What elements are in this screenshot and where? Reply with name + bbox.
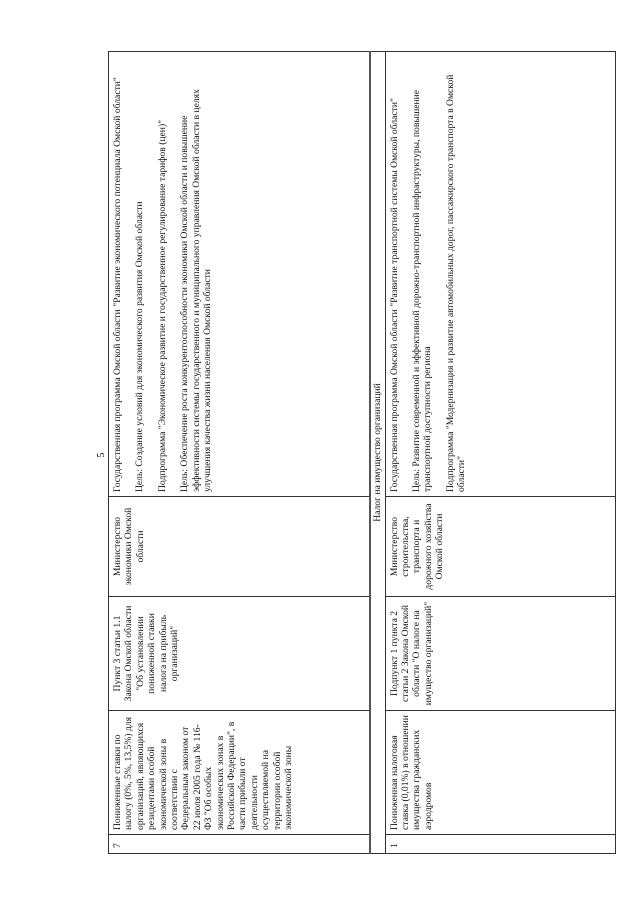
row-number: 1 [385, 835, 615, 854]
legal-basis: Пункт 3 статьи 1.1 Закона Омской области "Об установлении пониженной ставки налога на прибыль организаций" [109, 597, 370, 711]
row-number: 7 [109, 835, 370, 854]
program-cell [109, 52, 370, 497]
program-title: Государственная программа Омской области "Развитие экономического потенциала Омской области" [112, 77, 123, 492]
benefit-name: Пониженная налоговая ставка (0,01%) в отношении имущества гражданских аэродромов [385, 711, 615, 835]
section-row [370, 52, 386, 854]
tax-benefits-table [108, 51, 616, 854]
curator: Министерство экономики Омской области [109, 497, 370, 597]
rotated-table-wrapper [108, 52, 613, 854]
program-goal: Цель: Развитие современной и эффективной дорожно-транспортной инфраструктуры, повышение транспортной доступности региона [410, 90, 434, 492]
table-row [109, 52, 370, 854]
benefit-name: Пониженные ставки по налогу (0%, 5%, 13,5%) для организаций, являющихся резидентами особой экономической зоны в соответствии с Федеральным законом от 22 июля 2005 года № 116-ФЗ "Об особых экономических зонах в Российской Федерации", в части прибыли от деятельности осуществляемой на территории особой экономической зоны [109, 711, 370, 835]
section-title: Налог на имущество организаций [370, 52, 386, 854]
table-row [385, 52, 615, 854]
landscape-page [108, 52, 613, 854]
legal-basis: Подпункт 1 пункта 2 статьи 2 Закона Омской области "О налоге на имущество организаций" [385, 597, 615, 711]
page-number: 5 [96, 452, 107, 458]
program-title: Государственная программа Омской области "Развитие транспортной системы Омской области" [388, 98, 400, 492]
subprogram-goal: Цель: Обеспечение роста конкурентоспособности экономики Омской области и повышение эффективности системы государственного и муниципального управления Омской области в целях улучшения качества жизни населения Омской области [179, 89, 214, 492]
program-cell [385, 52, 615, 497]
subprogram-title: Подпрограмма "Экономическое развитие и государственное регулирование тарифов (цен)" [156, 119, 168, 492]
curator: Министерство строительства, транспорта и дорожного хозяйства Омской области [385, 497, 615, 597]
subprogram-title: Подпрограмма "Модернизация и развитие автомобильных дорог, пассажирского транспорта в Омской области" [444, 74, 468, 492]
program-goal: Цель: Создание условий для экономического развития Омской области [134, 201, 146, 492]
